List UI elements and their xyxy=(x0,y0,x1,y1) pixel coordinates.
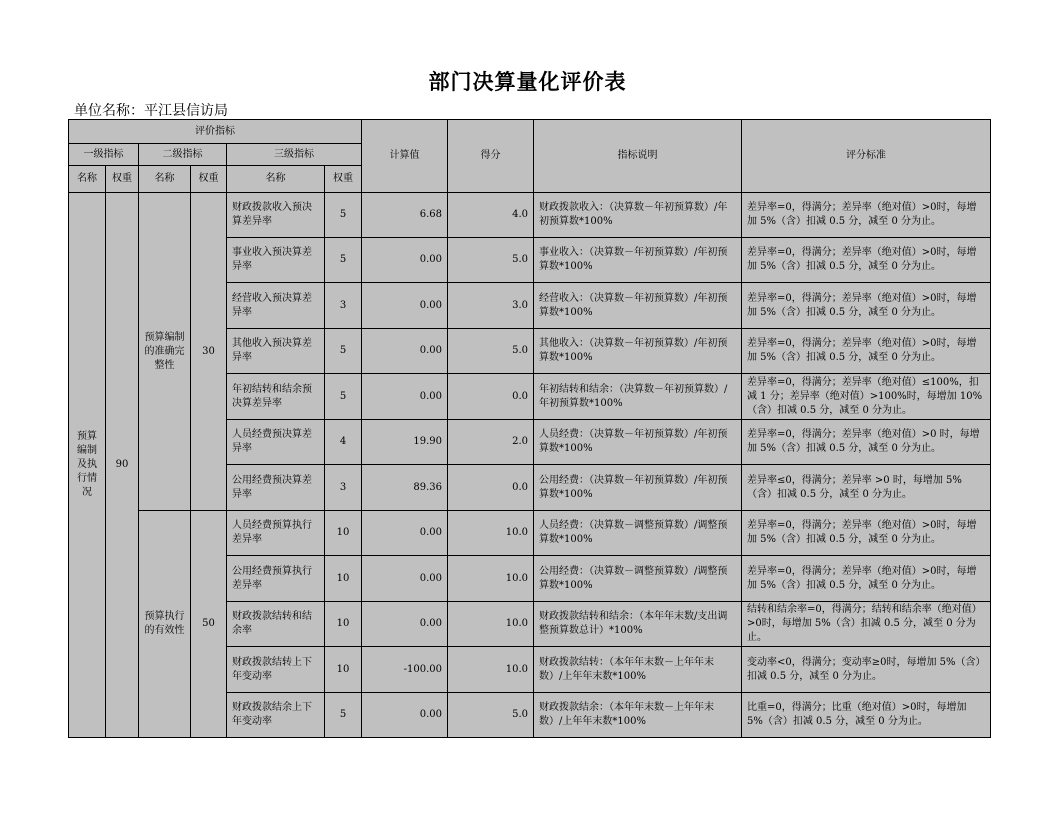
scoring-criteria: 比重=0，得满分；比重（绝对值）>0时，每增加 5%（含）扣减 0.5 分，减至 0 分为止。 xyxy=(742,693,991,738)
indicator-weight: 5 xyxy=(325,374,362,420)
calc-value: -100.00 xyxy=(362,647,448,693)
indicator-description: 公用经费：（决算数－年初预算数）/年初预算数*100% xyxy=(534,465,742,511)
indicator-name: 人员经费预算执行差异率 xyxy=(227,511,325,556)
score-value: 10.0 xyxy=(448,647,534,693)
header-row-1 xyxy=(69,120,991,144)
indicator-name: 公用经费预决算差异率 xyxy=(227,465,325,511)
indicator-description: 人员经费：（决算数－调整预算数）/调整预算数*100% xyxy=(534,511,742,556)
level1-name: 预算编制及执行情况 xyxy=(69,193,106,738)
level2-name: 预算执行的有效性 xyxy=(139,511,191,738)
indicator-description: 其他收入：（决算数－年初预算数）/年初预算数*100% xyxy=(534,329,742,374)
scoring-criteria: 结转和结余率=0，得满分；结转和结余率（绝对值）>0时，每增加 5%（含）扣减 0.5 分，减至 0 分为止。 xyxy=(742,602,991,647)
score-value: 10.0 xyxy=(448,511,534,556)
calc-value: 0.00 xyxy=(362,556,448,602)
indicator-weight: 5 xyxy=(325,693,362,738)
level2-weight: 50 xyxy=(191,511,227,738)
indicator-description: 财政拨款收入：（决算数－年初预算数）/年初预算数*100% xyxy=(534,193,742,238)
calc-value: 0.00 xyxy=(362,374,448,420)
score-value: 0.0 xyxy=(448,465,534,511)
calc-value: 0.00 xyxy=(362,511,448,556)
criteria-header: 评分标准 xyxy=(742,120,991,193)
level1-header: 一级指标 xyxy=(69,144,139,166)
indicator-description: 财政拨款结余：（本年年末数－上年年末数）/上年年末数*100% xyxy=(534,693,742,738)
indicator-weight: 3 xyxy=(325,465,362,511)
page-title: 部门决算量化评价表 xyxy=(428,69,627,94)
indicator-description: 公用经费：（决算数－调整预算数）/调整预算数*100% xyxy=(534,556,742,602)
level2-name: 预算编制的准确完整性 xyxy=(139,193,191,511)
indicator-weight: 3 xyxy=(325,283,362,329)
score-value: 2.0 xyxy=(448,420,534,465)
indicator-description: 财政拨款结转：（本年年末数－上年年末数）/上年年末数*100% xyxy=(534,647,742,693)
calc-value: 6.68 xyxy=(362,193,448,238)
indicator-description: 事业收入：（决算数－年初预算数）/年初预算数*100% xyxy=(534,238,742,283)
indicator-name: 其他收入预决算差异率 xyxy=(227,329,325,374)
indicator-name: 财政拨款结余上下年变动率 xyxy=(227,693,325,738)
scoring-criteria: 差异率=0，得满分；差异率（绝对值）>0时，每增加 5%（含）扣减 0.5 分，减至 0 分为止。 xyxy=(742,238,991,283)
calc-value-header: 计算值 xyxy=(362,120,448,193)
score-value: 4.0 xyxy=(448,193,534,238)
indicator-weight: 5 xyxy=(325,193,362,238)
eval-indicator-header: 评价指标 xyxy=(69,120,362,144)
indicator-name: 经营收入预决算差异率 xyxy=(227,283,325,329)
calc-value: 89.36 xyxy=(362,465,448,511)
score-value: 5.0 xyxy=(448,238,534,283)
indicator-description: 人员经费：（决算数－年初预算数）/年初预算数*100% xyxy=(534,420,742,465)
indicator-weight: 10 xyxy=(325,647,362,693)
score-value: 10.0 xyxy=(448,556,534,602)
indicator-name: 人员经费预决算差异率 xyxy=(227,420,325,465)
evaluation-table xyxy=(68,119,991,738)
indicator-name: 公用经费预算执行差异率 xyxy=(227,556,325,602)
indicator-description: 经营收入：（决算数－年初预算数）/年初预算数*100% xyxy=(534,283,742,329)
score-value: 10.0 xyxy=(448,602,534,647)
level3-name-header: 名称 xyxy=(227,166,325,193)
calc-value: 0.00 xyxy=(362,283,448,329)
indicator-description: 财政拨款结转和结余：（本年年末数/支出调整预算数总计）*100% xyxy=(534,602,742,647)
level2-weight-header: 权重 xyxy=(191,166,227,193)
indicator-weight: 4 xyxy=(325,420,362,465)
scoring-criteria: 差异率=0，得满分；差异率（绝对值）≤100%，扣减 1 分；差异率（绝对值）>100%时，每增加 10%（含）扣减 0.5 分，减至 0 分为止。 xyxy=(742,374,991,420)
indicator-name: 财政拨款结转和结余率 xyxy=(227,602,325,647)
scoring-criteria: 差异率=0，得满分；差异率（绝对值）>0时，每增加 5%（含）扣减 0.5 分，减至 0 分为止。 xyxy=(742,193,991,238)
indicator-weight: 10 xyxy=(325,602,362,647)
indicator-weight: 5 xyxy=(325,329,362,374)
level3-header: 三级指标 xyxy=(227,144,362,166)
scoring-criteria: 差异率=0，得满分；差异率（绝对值）>0时，每增加 5%（含）扣减 0.5 分，减至 0 分为止。 xyxy=(742,283,991,329)
indicator-name: 年初结转和结余预决算差异率 xyxy=(227,374,325,420)
calc-value: 0.00 xyxy=(362,238,448,283)
table-row xyxy=(69,511,991,556)
level1-name-header: 名称 xyxy=(69,166,106,193)
description-header: 指标说明 xyxy=(534,120,742,193)
table-row xyxy=(69,193,991,238)
level1-weight: 90 xyxy=(106,193,139,738)
scoring-criteria: 差异率=0，得满分；差异率（绝对值）>0时，每增加 5%（含）扣减 0.5 分，减至 0 分为止。 xyxy=(742,511,991,556)
scoring-criteria: 差异率=0，得满分；差异率（绝对值）>0时，每增加 5%（含）扣减 0.5 分，减至 0 分为止。 xyxy=(742,329,991,374)
indicator-weight: 10 xyxy=(325,556,362,602)
scoring-criteria: 差异率=0，得满分；差异率（绝对值）>0 时，每增加 5%（含）扣减 0.5 分，减至 0 分为止。 xyxy=(742,420,991,465)
level2-header: 二级指标 xyxy=(139,144,227,166)
indicator-name: 财政拨款收入预决算差异率 xyxy=(227,193,325,238)
scoring-criteria: 变动率<0，得满分；变动率≥0时，每增加 5%（含）扣减 0.5 分，减至 0 分为止。 xyxy=(742,647,991,693)
indicator-description: 年初结转和结余：（决算数－年初预算数）/年初预算数*100% xyxy=(534,374,742,420)
scoring-criteria: 差异率≤0，得满分；差异率 >0 时，每增加 5%（含）扣减 0.5 分，减至 0 分为止。 xyxy=(742,465,991,511)
indicator-weight: 10 xyxy=(325,511,362,556)
level3-weight-header: 权重 xyxy=(325,166,362,193)
level2-name-header: 名称 xyxy=(139,166,191,193)
indicator-weight: 5 xyxy=(325,238,362,283)
calc-value: 0.00 xyxy=(362,602,448,647)
indicator-name: 事业收入预决算差异率 xyxy=(227,238,325,283)
score-value: 3.0 xyxy=(448,283,534,329)
unit-name-label: 单位名称：平江县信访局 xyxy=(74,103,228,119)
calc-value: 19.90 xyxy=(362,420,448,465)
level1-weight-header: 权重 xyxy=(106,166,139,193)
scoring-criteria: 差异率=0，得满分；差异率（绝对值）>0时，每增加 5%（含）扣减 0.5 分，减至 0 分为止。 xyxy=(742,556,991,602)
score-header: 得分 xyxy=(448,120,534,193)
calc-value: 0.00 xyxy=(362,329,448,374)
score-value: 5.0 xyxy=(448,693,534,738)
calc-value: 0.00 xyxy=(362,693,448,738)
level2-weight: 30 xyxy=(191,193,227,511)
score-value: 0.0 xyxy=(448,374,534,420)
score-value: 5.0 xyxy=(448,329,534,374)
indicator-name: 财政拨款结转上下年变动率 xyxy=(227,647,325,693)
